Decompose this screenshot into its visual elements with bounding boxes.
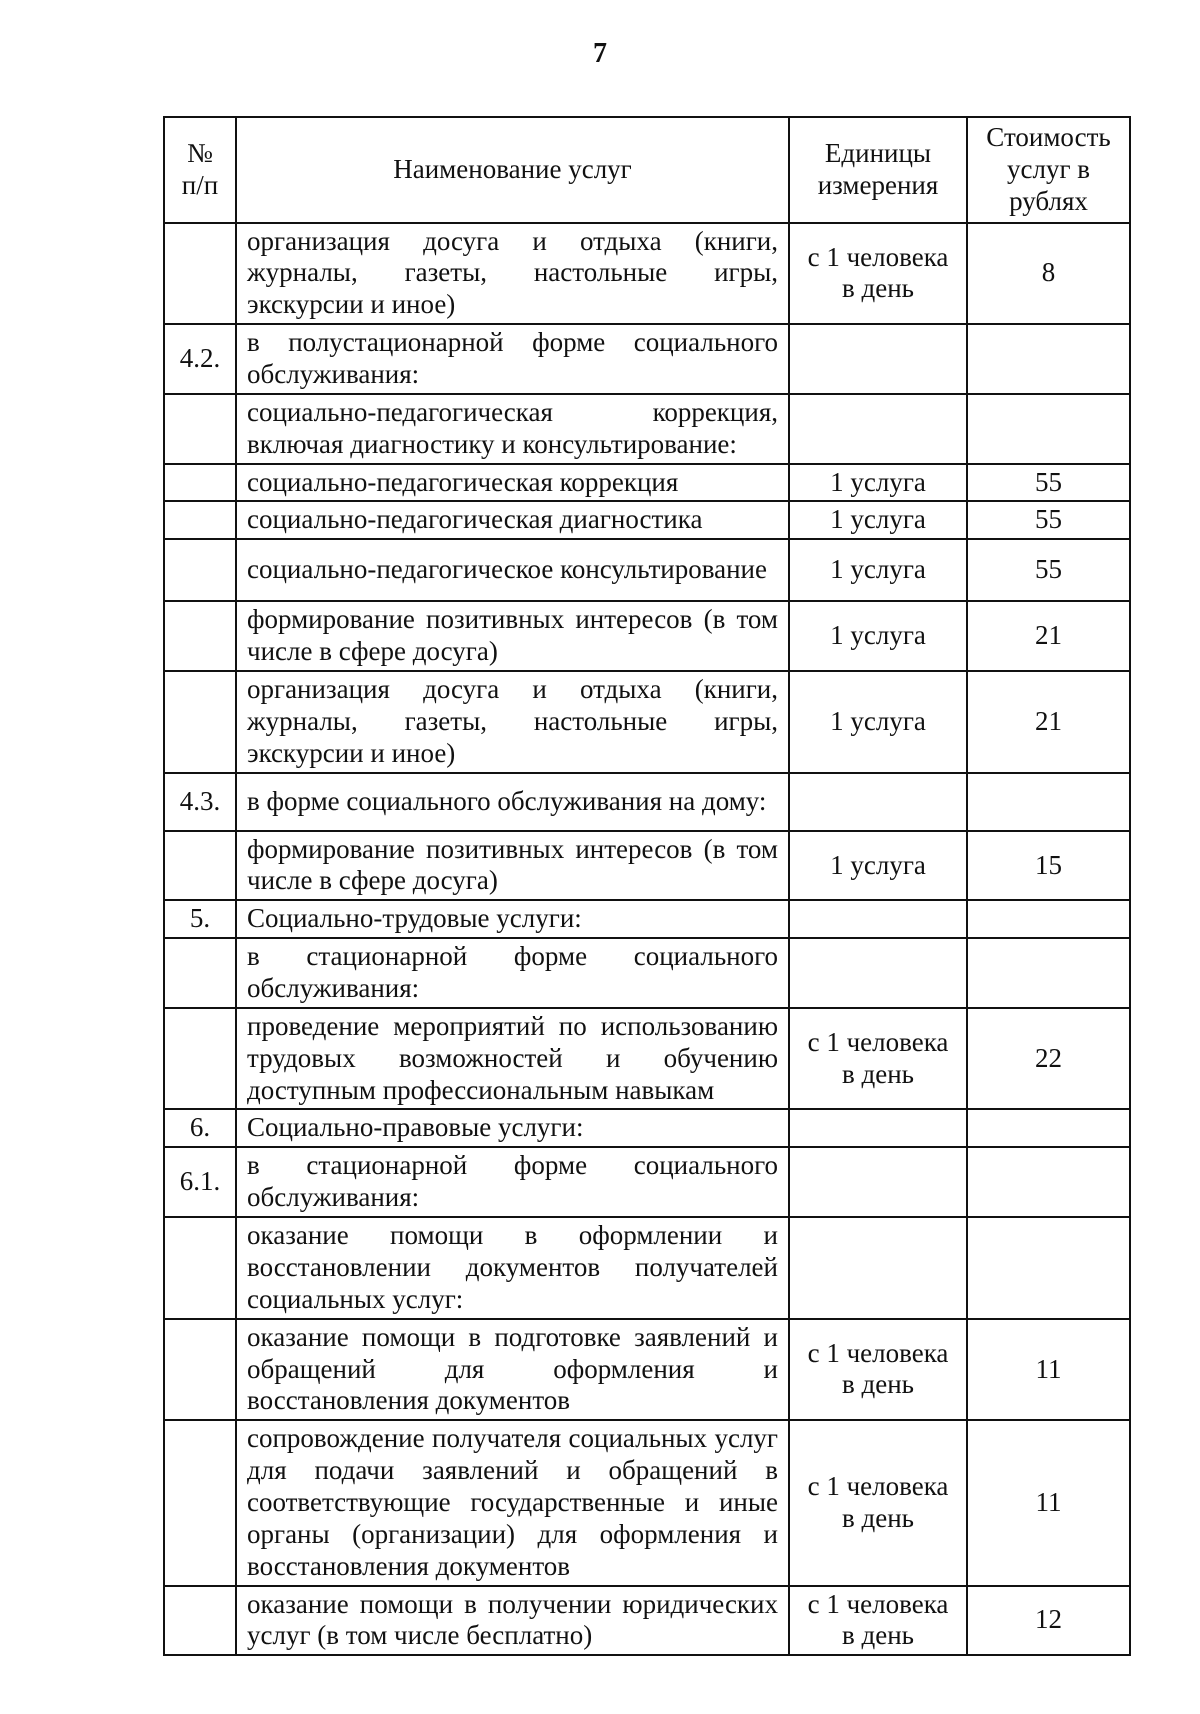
table-row <box>164 601 1130 671</box>
table-row <box>164 773 1130 831</box>
cell-price <box>967 394 1130 464</box>
cell-price: 55 <box>967 464 1130 502</box>
header-unit: Единицы измерения <box>789 117 967 223</box>
cell-num <box>164 1420 236 1585</box>
cell-unit <box>789 773 967 831</box>
cell-unit <box>789 938 967 1008</box>
cell-name: оказание помощи в получении юридических услуг (в том числе бесплатно) <box>236 1586 789 1656</box>
cell-name: социально-педагогическая диагностика <box>236 501 789 539</box>
cell-unit: 1 услуга <box>789 671 967 773</box>
cell-unit: с 1 человека в день <box>789 1586 967 1656</box>
table-row <box>164 671 1130 773</box>
cell-name: социально-педагогическая коррекция, включая диагностику и консультирование: <box>236 394 789 464</box>
cell-price <box>967 900 1130 938</box>
cell-name: организация досуга и отдыха (книги, журналы, газеты, настольные игры, экскурсии и иное) <box>236 671 789 773</box>
table-row <box>164 900 1130 938</box>
cell-price <box>967 938 1130 1008</box>
header-name: Наименование услуг <box>236 117 789 223</box>
cell-num: 6.1. <box>164 1147 236 1217</box>
cell-num <box>164 1008 236 1110</box>
cell-price: 11 <box>967 1420 1130 1585</box>
cell-price: 21 <box>967 601 1130 671</box>
header-price: Стоимость услуг в рублях <box>967 117 1130 223</box>
cell-num <box>164 601 236 671</box>
cell-name: в форме социального обслуживания на дому: <box>236 773 789 831</box>
table-row <box>164 464 1130 502</box>
cell-unit <box>789 1217 967 1319</box>
page-number: 7 <box>593 38 607 69</box>
cell-num: 4.2. <box>164 324 236 394</box>
table-row <box>164 1420 1130 1585</box>
cell-name: Социально-трудовые услуги: <box>236 900 789 938</box>
cell-price: 22 <box>967 1008 1130 1110</box>
table-row <box>164 539 1130 601</box>
table-row <box>164 1008 1130 1110</box>
table-row <box>164 223 1130 325</box>
cell-unit <box>789 394 967 464</box>
cell-unit <box>789 900 967 938</box>
cell-name: формирование позитивных интересов (в том числе в сфере досуга) <box>236 831 789 901</box>
header-num: № п/п <box>164 117 236 223</box>
cell-price <box>967 773 1130 831</box>
cell-unit <box>789 324 967 394</box>
cell-name: формирование позитивных интересов (в том числе в сфере досуга) <box>236 601 789 671</box>
cell-num <box>164 1586 236 1656</box>
cell-num: 5. <box>164 900 236 938</box>
cell-num <box>164 501 236 539</box>
cell-unit: с 1 человека в день <box>789 1008 967 1110</box>
cell-unit: с 1 человека в день <box>789 223 967 325</box>
table-row <box>164 831 1130 901</box>
cell-name: в стационарной форме социального обслуживания: <box>236 938 789 1008</box>
cell-price <box>967 1217 1130 1319</box>
cell-price: 55 <box>967 501 1130 539</box>
cell-num: 4.3. <box>164 773 236 831</box>
table-row <box>164 324 1130 394</box>
table-header-row <box>164 117 1130 223</box>
cell-unit: 1 услуга <box>789 464 967 502</box>
table-row <box>164 1109 1130 1147</box>
cell-price: 21 <box>967 671 1130 773</box>
cell-unit: с 1 человека в день <box>789 1420 967 1585</box>
cell-num <box>164 223 236 325</box>
cell-name: оказание помощи в подготовке заявлений и обращений для оформления и восстановления документов <box>236 1319 789 1421</box>
cell-price: 11 <box>967 1319 1130 1421</box>
table-row <box>164 394 1130 464</box>
cell-name: в стационарной форме социального обслуживания: <box>236 1147 789 1217</box>
cell-num <box>164 1217 236 1319</box>
cell-num <box>164 539 236 601</box>
cell-name: организация досуга и отдыха (книги, журналы, газеты, настольные игры, экскурсии и иное) <box>236 223 789 325</box>
cell-num <box>164 394 236 464</box>
cell-name: сопровождение получателя социальных услуг для подачи заявлений и обращений в соответствующие государственные и иные органы (организации) для оформления и восстановления документов <box>236 1420 789 1585</box>
table-row <box>164 1147 1130 1217</box>
cell-num <box>164 938 236 1008</box>
table-row <box>164 501 1130 539</box>
cell-num <box>164 464 236 502</box>
cell-unit <box>789 1109 967 1147</box>
services-price-table <box>163 116 1131 1656</box>
cell-name: социально-педагогическая коррекция <box>236 464 789 502</box>
cell-price: 15 <box>967 831 1130 901</box>
cell-name: социально-педагогическое консультирование <box>236 539 789 601</box>
cell-num <box>164 831 236 901</box>
cell-price: 8 <box>967 223 1130 325</box>
cell-price: 55 <box>967 539 1130 601</box>
cell-price <box>967 324 1130 394</box>
table-row <box>164 1217 1130 1319</box>
cell-name: в полустационарной форме социального обслуживания: <box>236 324 789 394</box>
cell-unit: 1 услуга <box>789 539 967 601</box>
cell-unit <box>789 1147 967 1217</box>
cell-unit: 1 услуга <box>789 501 967 539</box>
cell-num <box>164 1319 236 1421</box>
cell-name: оказание помощи в оформлении и восстановлении документов получателей социальных услуг: <box>236 1217 789 1319</box>
cell-price: 12 <box>967 1586 1130 1656</box>
cell-unit: 1 услуга <box>789 831 967 901</box>
cell-unit: с 1 человека в день <box>789 1319 967 1421</box>
cell-num <box>164 671 236 773</box>
table-row <box>164 938 1130 1008</box>
cell-name: проведение мероприятий по использованию трудовых возможностей и обучению доступным профессиональным навыкам <box>236 1008 789 1110</box>
cell-price <box>967 1147 1130 1217</box>
table-row <box>164 1586 1130 1656</box>
cell-unit: 1 услуга <box>789 601 967 671</box>
cell-name: Социально-правовые услуги: <box>236 1109 789 1147</box>
cell-num: 6. <box>164 1109 236 1147</box>
table-body <box>164 223 1130 1656</box>
cell-price <box>967 1109 1130 1147</box>
table-row <box>164 1319 1130 1421</box>
